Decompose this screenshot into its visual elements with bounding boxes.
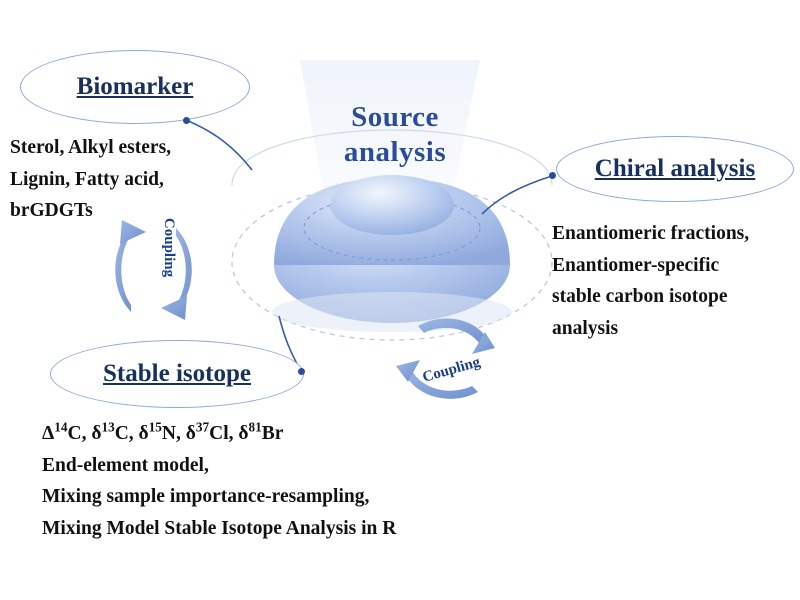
biomarker-line-1: Sterol, Alkyl esters, <box>10 137 172 158</box>
stable-line-1: $\Delta^{14}C$, $\delta^{13}C$, $\delta^{15}N$, $\delta^{37}Cl$, $\delta^{81}Br$ <box>42 419 284 444</box>
node-stable-label: Stable isotope <box>103 360 251 387</box>
chiral-line-3: stable carbon isotope <box>552 286 728 308</box>
center-title-line1: Source <box>351 101 439 133</box>
chiral-line-4: analysis <box>552 317 619 339</box>
center-title-line2: analysis <box>343 136 447 169</box>
node-biomarker-label: Biomarker <box>76 73 194 100</box>
biomarker-line-3: brGDGTs <box>10 200 93 222</box>
biomarker-line-2: Lignin, Fatty acid, <box>10 168 164 190</box>
stable-line-4: Mixing Model Stable Isotope Analysis in R <box>42 517 397 539</box>
node-chiral-label: Chiral analysis <box>594 155 756 182</box>
coupling-arrow-left <box>115 217 192 320</box>
coupling-label-right: Coupling <box>420 354 483 386</box>
stable-line-2: End-element model, <box>42 454 209 476</box>
stable-line-3: Mixing sample importance-resampling, <box>42 486 370 508</box>
coupling-arrow-right <box>396 318 495 398</box>
chiral-line-2: Enantiomer-specific <box>552 254 720 276</box>
coupling-label-left: Coupling <box>161 217 178 278</box>
chiral-line-1: Enantiomeric fractions, <box>552 223 750 244</box>
